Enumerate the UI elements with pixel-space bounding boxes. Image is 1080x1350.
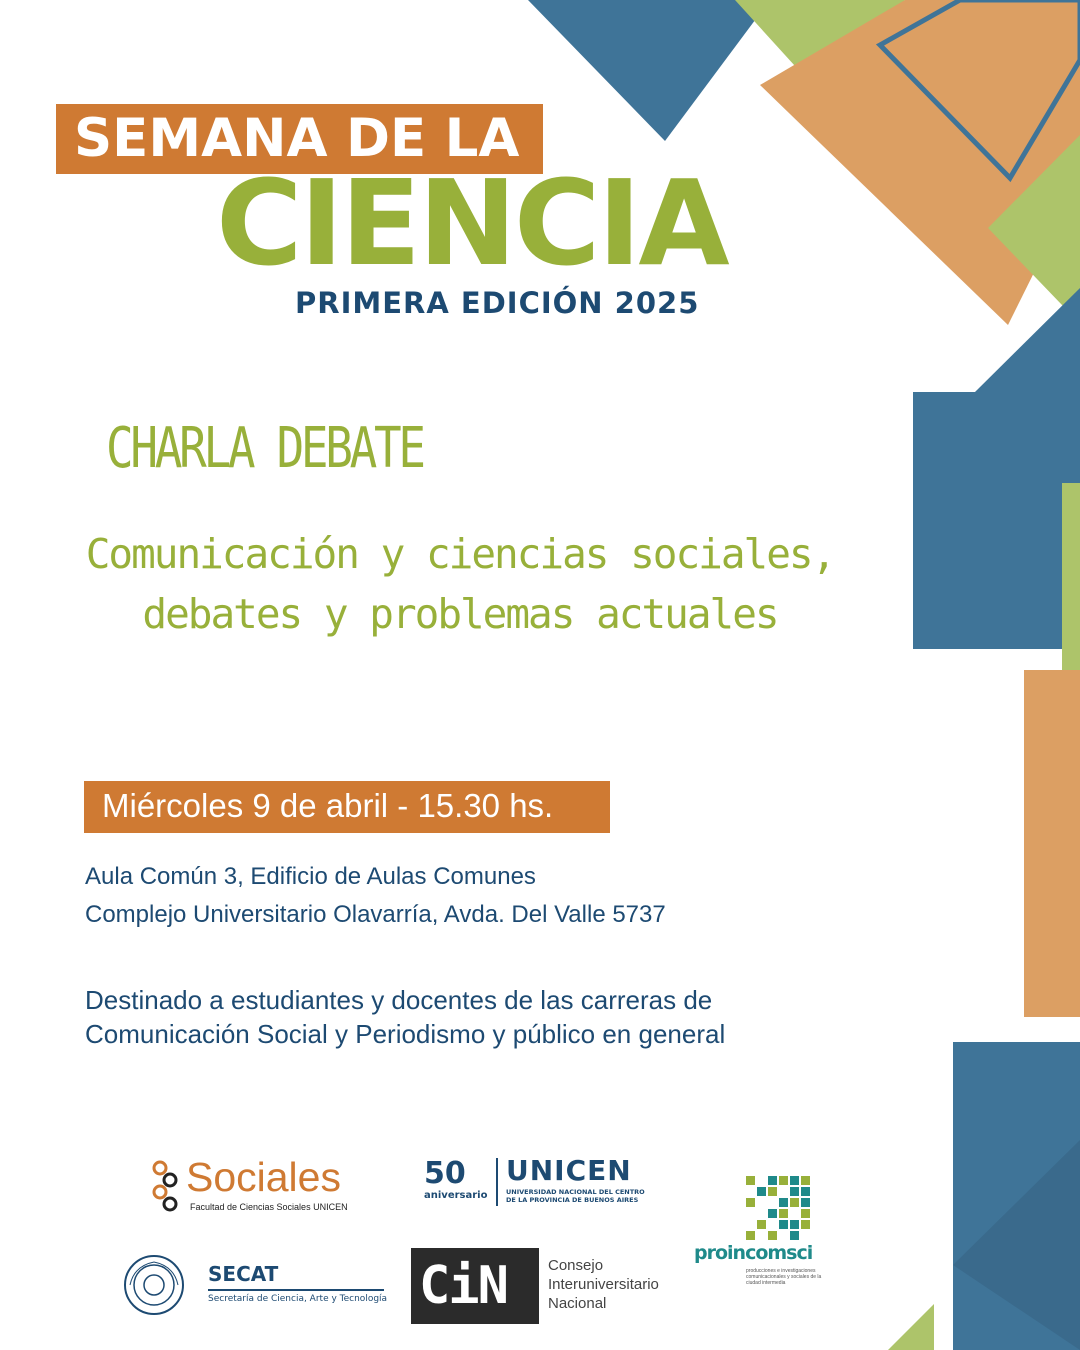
event-audience (85, 983, 725, 1051)
event-datetime: Miércoles 9 de abril - 15.30 hs. (102, 787, 554, 824)
unicen-anniversary-number: 50 (424, 1156, 466, 1191)
audience-line2: Comunicación Social y Periodismo y público en general (85, 1019, 726, 1049)
cin-mark: CiN (419, 1256, 507, 1316)
cin-mark-box (411, 1248, 539, 1324)
cin-logo (411, 1248, 671, 1324)
proincomsci-grid-icon (746, 1176, 816, 1240)
event-topic (40, 524, 880, 644)
cin-line3: Nacional (548, 1295, 607, 1312)
sociales-name: Sociales (186, 1154, 341, 1200)
cin-line1: Consejo (548, 1257, 604, 1274)
event-type: CHARLA DEBATE (106, 416, 423, 481)
proincomsci-logo (694, 1176, 824, 1296)
topic-line2: debates y problemas actuales (142, 590, 778, 638)
cin-line2: Interuniversitario (548, 1276, 659, 1293)
deco-blue-block (913, 392, 1080, 649)
sociales-emblem-icon (150, 1158, 182, 1214)
address-line1: Aula Común 3, Edificio de Aulas Comunes (85, 863, 536, 890)
unicen-name: UNICEN (506, 1154, 632, 1187)
deco-tan-strip (1024, 670, 1080, 1017)
unicen-divider (496, 1158, 498, 1206)
unicen-subtitle-line1: UNIVERSIDAD NACIONAL DEL CENTRO (506, 1188, 645, 1196)
unicen-logo (424, 1156, 644, 1212)
event-address (85, 858, 666, 934)
secat-subtitle: Secretaría de Ciencia, Arte y Tecnología (208, 1294, 388, 1304)
title-line1: SEMANA DE LA (74, 108, 520, 169)
edition-label: PRIMERA EDICIÓN 2025 (295, 286, 700, 320)
unicen-subtitle (506, 1188, 645, 1204)
cin-name (548, 1256, 659, 1313)
sociales-subtitle: Facultad de Ciencias Sociales UNICEN (190, 1202, 348, 1212)
unicen-subtitle-line2: DE LA PROVINCIA DE BUENOS AIRES (506, 1196, 639, 1204)
secat-divider (208, 1289, 384, 1291)
address-line2: Complejo Universitario Olavarría, Avda. Del Valle 5737 (85, 901, 666, 928)
secat-name: SECAT (208, 1262, 279, 1286)
audience-line1: Destinado a estudiantes y docentes de las carreras de (85, 985, 713, 1015)
date-band (84, 781, 610, 833)
secat-seal-icon (120, 1254, 190, 1316)
sociales-logo (150, 1156, 400, 1216)
proincomsci-name: proincomsci (694, 1242, 813, 1264)
secat-logo (120, 1254, 390, 1318)
deco-green-corner (888, 1304, 934, 1350)
proincomsci-subtitle: producciones e investigaciones comunicacionales y sociales de la ciudad intermedia (746, 1268, 822, 1286)
unicen-anniversary-label: aniversario (424, 1190, 488, 1201)
deco-blue-triangle-top (528, 0, 770, 141)
title-line2: CIENCIA (216, 154, 727, 292)
topic-line1: Comunicación y ciencias sociales, (85, 530, 835, 578)
